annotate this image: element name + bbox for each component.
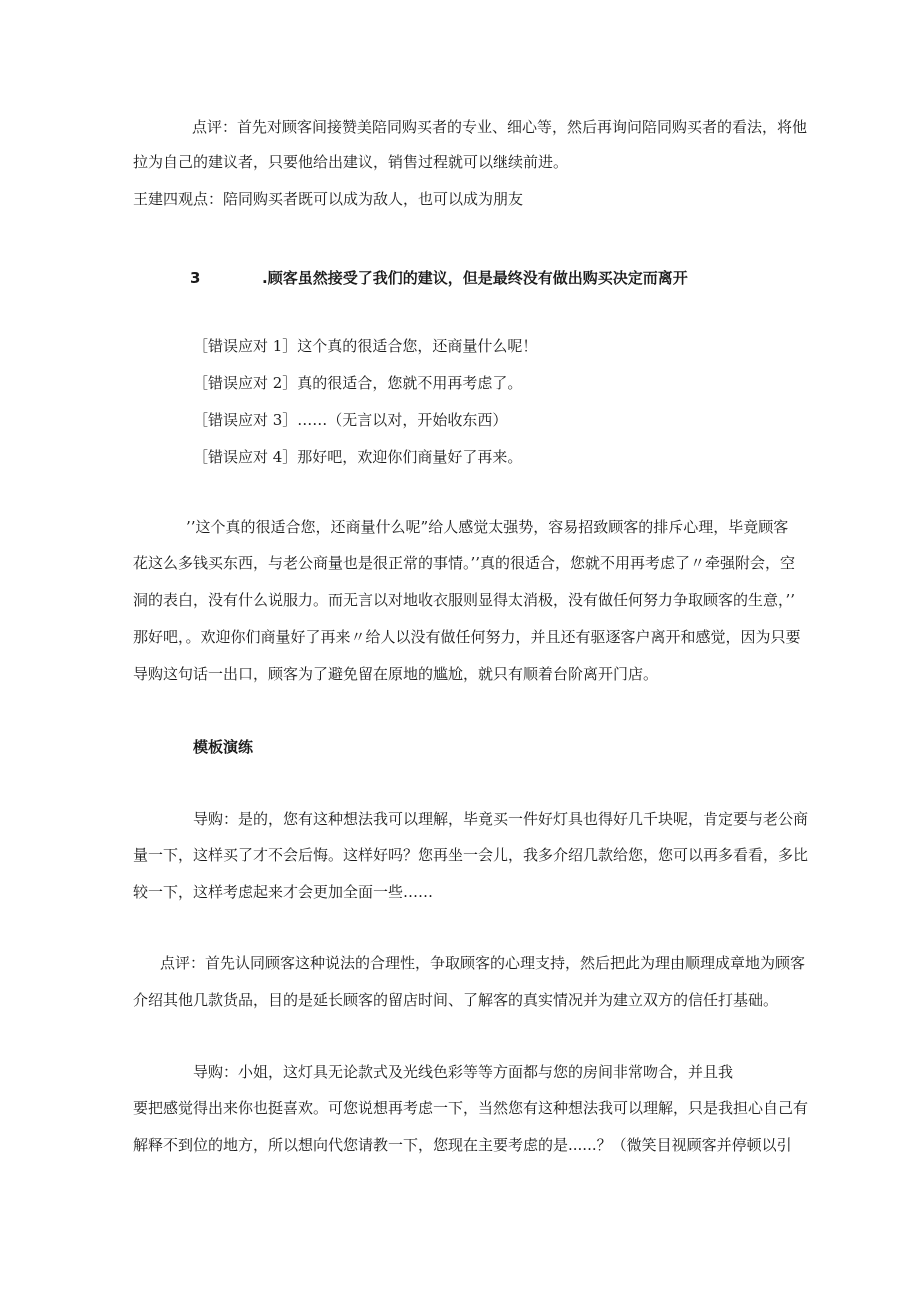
wrong-response-3: ［错误应对 3］……（无言以对，开始收东西） <box>193 411 508 429</box>
comment2-line-2: 介绍其他几款货品，目的是延长顾客的留店时间、了解客的真实情况并为建立双方的信任打基础。 <box>133 991 779 1009</box>
guide2-line-2: 要把感觉得出来你也挺喜欢。可您说想再考虑一下，当然您有这种想法我可以理解，只是我担心自己有 <box>133 1099 809 1117</box>
guide2-line-1: 导购：小姐，这灯具无论款式及光线色彩等等方面都与您的房间非常吻合，并且我 <box>193 1063 734 1081</box>
heading-title: .顾客虽然接受了我们的建议，但是最终没有做出购买决定而离开 <box>262 269 688 287</box>
comment-line-1: 点评：首先对顾客间接赞美陪同购买者的专业、细心等，然后再询问陪同购买者的看法，将他 <box>192 118 808 136</box>
wrong-response-1: ［错误应对 1］这个真的很适合您，还商量什么呢！ <box>193 337 538 355</box>
guide2-line-3: 解释不到位的地方，所以想向代您请教一下，您现在主要考虑的是......？（微笑目视顾客并停顿以引 <box>133 1136 792 1154</box>
guide1-line-3: 较一下，这样考虑起来才会更加全面一些…… <box>133 883 434 901</box>
viewpoint-line: 王建四观点：陪同购买者既可以成为敌人，也可以成为朋友 <box>133 190 524 208</box>
comment-line-2: 拉为自己的建议者，只要他给出建议，销售过程就可以继续前进。 <box>133 153 569 171</box>
wrong-response-4: ［错误应对 4］那好吧，欢迎你们商量好了再来。 <box>193 448 523 466</box>
comment2-line-1: 点评：首先认同顾客这种说法的合理性，争取顾客的心理支持，然后把此为理由顺理成章地为顾客 <box>160 954 806 972</box>
guide1-line-1: 导购：是的，您有这种想法我可以理解，毕竟买一件好灯具也得好几千块呢，肯定要与老公商 <box>193 810 809 828</box>
analysis-line-4: 那好吧，。欢迎你们商量好了再来〃给人以没有做任何努力，并且还有驱逐客户离开和感觉，因为只要 <box>133 628 801 646</box>
analysis-line-5: 导购这句话一出口，顾客为了避免留在原地的尴尬，就只有顺着台阶离开门店。 <box>133 665 659 683</box>
analysis-line-1: ’’这个真的很适合您，还商量什么呢”给人感觉太强势，容易招致顾客的排斥心理，毕竟顾客 <box>186 518 789 536</box>
analysis-line-3: 洞的表白，没有什么说服力。而无言以对地收衣服则显得太消极，没有做任何努力争取顾客的生意，’’ <box>133 591 796 609</box>
analysis-line-2: 花这么多钱买东西，与老公商量也是很正常的事情。’’真的很适合，您就不用再考虑了〃牵强附会，空 <box>133 554 796 572</box>
guide1-line-2: 量一下，这样买了才不会后悔。这样好吗？您再坐一会儿，我多介绍几款给您，您可以再多看看，多比 <box>133 846 809 864</box>
wrong-response-2: ［错误应对 2］真的很适合，您就不用再考虑了。 <box>193 374 523 392</box>
heading-number: 3 <box>190 269 201 287</box>
template-practice-title: 模板演练 <box>193 738 254 756</box>
